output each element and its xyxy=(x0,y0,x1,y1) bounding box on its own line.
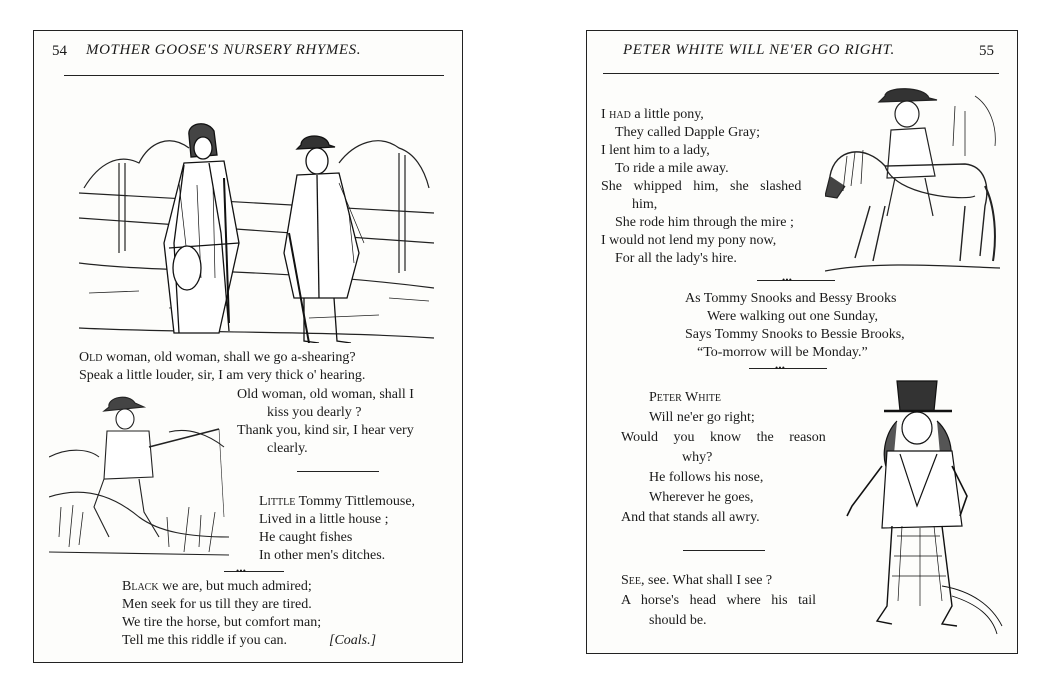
small-caps-initial: See xyxy=(621,573,642,588)
line-text: woman, old woman, shall we go a-shearing? xyxy=(102,350,356,365)
riddle-answer: [Coals.] xyxy=(329,633,377,648)
rhyme-line: They called Dapple Gray; xyxy=(615,125,760,140)
rhyme-line: A horse's head where his tail xyxy=(621,593,816,608)
rhyme-line: For all the lady's hire. xyxy=(615,251,737,266)
rhyme-line xyxy=(601,106,704,124)
rhyme-line: I lent him to a lady, xyxy=(601,143,710,158)
rhyme-line xyxy=(621,572,772,590)
rhyme-line: Men seek for us till they are tired. xyxy=(122,597,312,612)
header-rule xyxy=(603,73,999,74)
rhyme-line: “To-morrow will be Monday.” xyxy=(697,345,868,360)
rhyme-line: We tire the horse, but comfort man; xyxy=(122,615,322,630)
left-page xyxy=(33,30,463,663)
rhyme-line: She whipped him, she slashed xyxy=(601,179,802,194)
rhyme-line: And that stands all awry. xyxy=(621,510,760,525)
header-rule xyxy=(64,75,444,76)
small-caps-initial: I had xyxy=(601,107,631,122)
ornament-dots: • • • xyxy=(775,363,784,373)
page-number: 55 xyxy=(979,43,994,59)
section-divider xyxy=(683,550,765,551)
rhyme-line: Lived in a little house ; xyxy=(259,512,389,527)
line-text: we are, but much admired; xyxy=(158,579,312,594)
rhyme-line: Wherever he goes, xyxy=(649,490,754,505)
rhyme-line: clearly. xyxy=(267,441,308,456)
page-number: 54 xyxy=(52,43,67,59)
rhyme-line: Peter White xyxy=(649,390,722,405)
rhyme-line: Tell me this riddle if you can. xyxy=(122,633,288,648)
ornament-rule-left xyxy=(224,571,284,572)
rhyme-line: He caught fishes xyxy=(259,530,353,545)
rhyme-line: She rode him through the mire ; xyxy=(615,215,794,230)
running-title: PETER WHITE WILL NE'ER GO RIGHT. xyxy=(623,42,895,58)
rhyme-line: He follows his nose, xyxy=(649,470,764,485)
rhyme-line: In other men's ditches. xyxy=(259,548,386,563)
rhyme-line: Speak a little louder, sir, I am very thick o' hearing. xyxy=(79,368,366,383)
rhyme-line: Says Tommy Snooks to Bessie Brooks, xyxy=(685,327,905,342)
rhyme-line: Will ne'er go right; xyxy=(649,410,755,425)
rhyme-line: Old woman, old woman, shall I xyxy=(237,387,414,402)
section-divider xyxy=(297,471,379,472)
line-text: Tommy Tittlemouse, xyxy=(295,494,416,509)
rhyme-line: should be. xyxy=(649,613,707,628)
rhyme-line xyxy=(122,578,312,596)
rhyme-line: Would you know the reason xyxy=(621,430,826,445)
rhyme-line: him, xyxy=(632,197,658,212)
small-caps-initial: Black xyxy=(122,579,159,594)
fishing-boy-illustration xyxy=(49,387,229,557)
boy-on-pony-illustration xyxy=(825,86,1000,276)
rhyme-line: I would not lend my pony now, xyxy=(601,233,777,248)
rhyme-line: why? xyxy=(682,450,713,465)
line-text: a little pony, xyxy=(630,107,704,122)
rhyme-line xyxy=(259,493,415,511)
ornament-dots: • • • xyxy=(782,275,791,285)
ornament-rule xyxy=(749,368,827,369)
old-woman-and-gentleman-illustration xyxy=(79,93,434,343)
small-caps-initial: Old xyxy=(79,350,103,365)
rhyme-line: kiss you dearly ? xyxy=(267,405,362,420)
running-title: MOTHER GOOSE'S NURSERY RHYMES. xyxy=(86,42,362,58)
right-page xyxy=(586,30,1018,654)
rhyme-line xyxy=(79,349,356,367)
ornament-dots: • • • xyxy=(236,566,245,576)
ornament-rule xyxy=(757,280,835,281)
rhyme-line: To ride a mile away. xyxy=(615,161,729,176)
line-text: , see. What shall I see ? xyxy=(641,573,773,588)
rhyme-line: As Tommy Snooks and Bessy Brooks xyxy=(685,291,897,306)
small-caps-initial: Little xyxy=(259,494,296,509)
rhyme-line: Thank you, kind sir, I hear very xyxy=(237,423,414,438)
peter-white-illustration xyxy=(842,376,1007,641)
rhyme-line: Were walking out one Sunday, xyxy=(707,309,878,324)
